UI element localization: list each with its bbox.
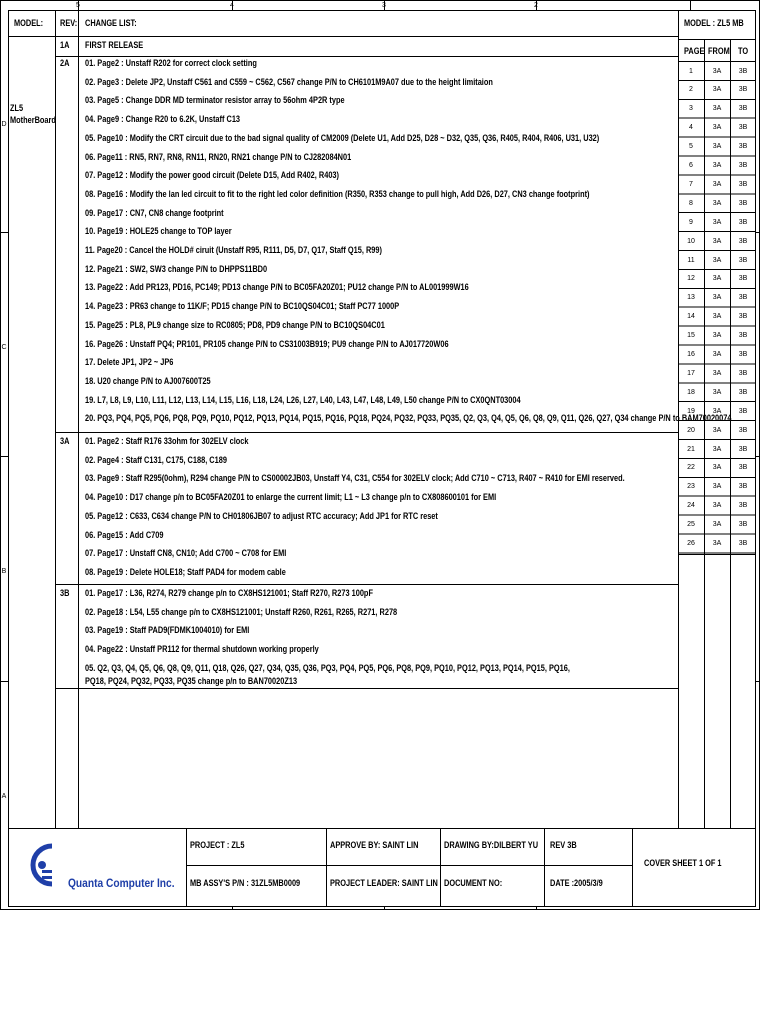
change-list-item: 10. Page19 : HOLE25 change to TOP layer — [85, 226, 232, 237]
page-table-from-cell: 3A — [712, 445, 722, 453]
page-table-page-cell: 2 — [689, 86, 693, 94]
page-table-page-cell: 17 — [687, 369, 695, 377]
page-table-to-cell: 3B — [738, 332, 748, 340]
page-table-page-cell: 18 — [687, 388, 695, 396]
change-list-item: 02. Page4 : Staff C131, C175, C188, C189 — [85, 454, 227, 465]
page-table-page-cell: 22 — [687, 464, 695, 472]
page-table-to-cell: 3B — [738, 521, 748, 529]
page-table-to-cell: 3B — [738, 67, 748, 75]
page-table-from-cell: 3A — [712, 521, 722, 529]
change-list-item: 11. Page20 : Cancel the HOLD# ciruit (Unstaff R95, R111, D5, D7, Q17, Staff Q15, R99) — [85, 245, 382, 255]
change-list-item: 01. Page2 : Unstaff R202 for correct clock setting — [85, 58, 257, 68]
assembly-part-number: MB ASSY'S P/N : 31ZL5MB0009 — [190, 878, 301, 888]
zone-mark-top: 4 — [230, 2, 234, 9]
page-table-page-cell: 16 — [687, 351, 695, 358]
page-table-page-cell: 5 — [689, 143, 693, 151]
page-table-page-cell: 24 — [687, 502, 695, 510]
page-table-to-cell: 3B — [738, 275, 748, 283]
page-table-from-cell: 3A — [712, 540, 722, 547]
page-table-from-cell: 3A — [712, 294, 722, 302]
page-table-from-cell: 3A — [712, 502, 722, 510]
change-list-item: 16. Page26 : Unstaff PQ4; PR101, PR105 change P/N to CS31003B919; PU9 change P/N to AJ017720W06 — [85, 338, 449, 349]
page-table-from-cell: 3A — [712, 483, 722, 491]
page-table-to-cell: 3B — [738, 124, 748, 132]
page-table-to-cell: 3B — [738, 426, 748, 434]
revision-code: 1A — [60, 40, 70, 50]
change-list-item: 07. Page12 : Modify the power good circuit (Delete D15, Add R402, R403) — [85, 170, 339, 181]
change-list-item: 12. Page21 : SW2, SW3 change P/N to DHPPS11BD0 — [85, 263, 268, 274]
page-table-page-cell: 4 — [689, 124, 693, 132]
page-table-page-cell: 6 — [689, 162, 693, 169]
revision-code: 3B — [60, 588, 70, 598]
page-table-page-cell: 1 — [689, 67, 693, 75]
to-column-header: TO — [738, 46, 749, 56]
page-table-from-cell: 3A — [712, 388, 722, 396]
project-leader: PROJECT LEADER: SAINT LIN — [330, 878, 438, 888]
model-column-header: MODEL: — [14, 18, 44, 28]
page-table-page-cell: 15 — [687, 332, 695, 340]
zone-mark-top: 5 — [76, 2, 80, 9]
cover-sheet-label: COVER SHEET 1 OF 1 — [644, 858, 722, 868]
page-table-page-cell: 14 — [687, 313, 695, 321]
zone-mark-left: A — [1, 793, 7, 800]
page-table-page-cell: 7 — [689, 180, 693, 188]
page-table-to-cell: 3B — [738, 351, 748, 358]
model-type: MotherBoard — [10, 115, 56, 125]
page-table-page-cell: 9 — [689, 218, 693, 226]
page-table-from-cell: 3A — [712, 180, 722, 188]
rev-column-header: REV: — [60, 18, 78, 28]
page-table-from-cell: 3A — [712, 426, 722, 434]
page-table-to-cell: 3B — [738, 388, 748, 396]
page-table-to-cell: 3B — [738, 294, 748, 302]
page-table-to-cell: 3B — [738, 180, 748, 188]
quanta-logo-icon — [22, 838, 62, 892]
page-table-from-cell: 3A — [712, 332, 722, 340]
page-table-to-cell: 3B — [738, 445, 748, 453]
page-table-page-cell: 25 — [687, 521, 695, 529]
revision-code: 2A — [60, 58, 70, 68]
document-number: DOCUMENT NO: — [444, 878, 503, 888]
change-list-item: 06. Page15 : Add C709 — [85, 529, 164, 540]
model-name-right: MODEL : ZL5 MB — [684, 18, 744, 28]
page-table-from-cell: 3A — [712, 237, 722, 245]
change-list-item: 02. Page3 : Delete JP2, Unstaff C561 and C559 ~ C562, C567 change P/N to CH6101M9A07 due to the height limitaion — [85, 76, 493, 87]
model-name: ZL5 — [10, 103, 24, 113]
change-list-item: 05. Page10 : Modify the CRT circuit due to the bad signal quality of CM2009 (Delete U1, Add D25, D28 ~ D32, Q35, Q36, R405, R404, R406, U31, U32) — [85, 132, 600, 143]
change-list-item: 09. Page17 : CN7, CN8 change footprint — [85, 207, 224, 218]
page-table-from-cell: 3A — [712, 218, 722, 226]
change-list-item: 05. Q2, Q3, Q4, Q5, Q6, Q8, Q9, Q11, Q18, Q26, Q27, Q34, Q35, Q36, PQ3, PQ4, PQ5, PQ6, PQ8, PQ9, PQ10, PQ12, PQ13, PQ14, PQ15, PQ16, — [85, 662, 570, 673]
change-list-item: 18. U20 change P/N to AJ007600T25 — [85, 375, 211, 386]
page-table-to-cell: 3B — [738, 105, 748, 113]
zone-mark-top: 2 — [534, 2, 538, 9]
page-table-page-cell: 19 — [687, 407, 695, 415]
from-column-header: FROM — [708, 46, 730, 56]
page-table-page-cell: 23 — [687, 483, 695, 491]
change-list-item: 06. Page11 : RN5, RN7, RN8, RN11, RN20, RN21 change P/N to CJ282084N01 — [85, 151, 352, 162]
project-name: PROJECT : ZL5 — [190, 840, 245, 850]
change-list-item: 13. Page22 : Add PR123, PD16, PC149; PD13 change P/N to BC05FA20Z01; PU12 change P/N to AL001999W16 — [85, 282, 469, 293]
page-table-page-cell: 11 — [687, 256, 695, 264]
change-list-item: FIRST RELEASE — [85, 40, 144, 50]
page-table-from-cell: 3A — [712, 105, 722, 113]
page-table-from-cell: 3A — [712, 199, 722, 207]
change-list-header: CHANGE LIST: — [85, 18, 137, 28]
page-table-from-cell: 3A — [712, 124, 722, 132]
drawing-by: DRAWING BY:DILBERT YU — [444, 840, 539, 850]
page-table-to-cell: 3B — [738, 369, 748, 377]
page-table-to-cell: 3B — [738, 162, 748, 169]
zone-mark-left: C — [1, 344, 7, 351]
page-table-page-cell: 26 — [687, 540, 695, 547]
page-table-to-cell: 3B — [738, 218, 748, 226]
page-table-from-cell: 3A — [712, 464, 722, 472]
page-table-from-cell: 3A — [712, 162, 722, 169]
change-list-item: 01. Page17 : L36, R274, R279 change p/n to CX8HS121001; Staff R270, R273 100pF — [85, 588, 373, 598]
page-table-from-cell: 3A — [712, 351, 722, 358]
change-list-item: 05. Page12 : C633, C634 change P/N to CH01806JB07 to adjust RTC accuracy; Add JP1 for RTC reset — [85, 510, 438, 521]
company-name: Quanta Computer Inc. — [68, 876, 175, 890]
change-list-item: 14. Page23 : PR63 change to 11K/F; PD15 change P/N to BC10QS04C01; Staff PC77 1000P — [85, 301, 400, 312]
page-table-from-cell: 3A — [712, 313, 722, 321]
page-table-to-cell: 3B — [738, 502, 748, 510]
page-table-from-cell: 3A — [712, 275, 722, 283]
page-table-to-cell: 3B — [738, 237, 748, 245]
revision-code: 3A — [60, 436, 70, 446]
zone-mark-left: D — [1, 121, 7, 128]
change-list-item: 08. Page16 : Modify the lan led circuit to fit to the right led color definition (R350, R353 change to pull high, Add D26, D27, CN3 change footprint) — [85, 188, 590, 199]
page-table-from-cell: 3A — [712, 67, 722, 75]
zone-mark-left: B — [1, 568, 7, 575]
page-table-to-cell: 3B — [738, 483, 748, 491]
revision-number: REV 3B — [550, 840, 577, 850]
page-table-from-cell: 3A — [712, 256, 722, 264]
page-table-from-cell: 3A — [712, 143, 722, 151]
company-logo — [22, 838, 62, 897]
change-list-item: 04. Page22 : Unstaff PR112 for thermal shutdown working properly — [85, 644, 319, 655]
change-list-item: 07. Page17 : Unstaff CN8, CN10; Add C700 ~ C708 for EMI — [85, 548, 287, 559]
approved-by: APPROVE BY: SAINT LIN — [330, 840, 419, 850]
page-table-page-cell: 8 — [689, 199, 693, 207]
page-table-to-cell: 3B — [738, 540, 748, 547]
page-table-to-cell: 3B — [738, 86, 748, 94]
page-table-to-cell: 3B — [738, 407, 748, 415]
change-list-item: 15. Page25 : PL8, PL9 change size to RC0805; PD8, PD9 change P/N to BC10QS04C01 — [85, 319, 385, 330]
change-list-item: 04. Page10 : D17 change p/n to BC05FA20Z01 to enlarge the current limit; L1 ~ L3 change p/n to CX808600101 for EMI — [85, 492, 497, 503]
page-table-to-cell: 3B — [738, 199, 748, 207]
change-list-item: 20. PQ3, PQ4, PQ5, PQ6, PQ8, PQ9, PQ10, PQ12, PQ13, PQ14, PQ15, PQ16, PQ18, PQ24, PQ32, PQ33, PQ35, Q2, Q3, Q4, Q5, Q6, Q8, Q9, Q11, Q26, Q27, Q34 change P/N to BAM70020074 — [85, 413, 732, 424]
change-list-item: 01. Page2 : Staff R176 33ohm for 302ELV clock — [85, 436, 249, 446]
change-list-item: 02. Page18 : L54, L55 change p/n to CX8HS121001; Unstaff R260, R261, R265, R271, R278 — [85, 606, 398, 617]
page-column-header: PAGE — [684, 46, 705, 56]
page-table-page-cell: 10 — [687, 237, 695, 245]
change-list-item: 03. Page19 : Staff PAD9(FDMK1004010) for EMI — [85, 625, 250, 636]
page-table-page-cell: 13 — [687, 294, 695, 302]
page-table-page-cell: 12 — [687, 275, 695, 283]
change-list-item: 03. Page5 : Change DDR MD terminator resistor array to 56ohm 4P2R type — [85, 95, 345, 106]
page-table-from-cell: 3A — [712, 369, 722, 377]
zone-mark-top: 3 — [382, 2, 386, 9]
page-table-to-cell: 3B — [738, 256, 748, 264]
change-list-item: 08. Page19 : Delete HOLE18; Staff PAD4 for modem cable — [85, 566, 286, 577]
page-table-page-cell: 21 — [687, 445, 695, 453]
change-list-item: 03. Page9 : Staff R295(0ohm), R294 change P/N to CS00002JB03, Unstaff Y4, C31, C554 for 302ELV clock; Add C710 ~ C713, R407 ~ R410 for EMI reserved. — [85, 473, 625, 484]
page-table-to-cell: 3B — [738, 313, 748, 321]
drawing-date: DATE :2005/3/9 — [550, 878, 603, 888]
change-list-item: 17. Delete JP1, JP2 ~ JP6 — [85, 357, 174, 368]
page-table-page-cell: 3 — [689, 105, 693, 113]
change-list-item: PQ18, PQ24, PQ32, PQ33, PQ35 change p/n to BAN70020Z13 — [85, 675, 298, 686]
page-table-to-cell: 3B — [738, 464, 748, 472]
page-table-from-cell: 3A — [712, 86, 722, 94]
change-list-item: 04. Page9 : Change R20 to 6.2K, Unstaff C13 — [85, 114, 241, 125]
page-table-to-cell: 3B — [738, 143, 748, 151]
page-table-page-cell: 20 — [687, 426, 695, 434]
change-list-item: 19. L7, L8, L9, L10, L11, L12, L13, L14, L15, L16, L18, L24, L26, L27, L40, L43, L47, L48, L49, L50 change P/N to CX0QNT03004 — [85, 394, 521, 405]
page-table-from-cell: 3A — [712, 407, 722, 415]
